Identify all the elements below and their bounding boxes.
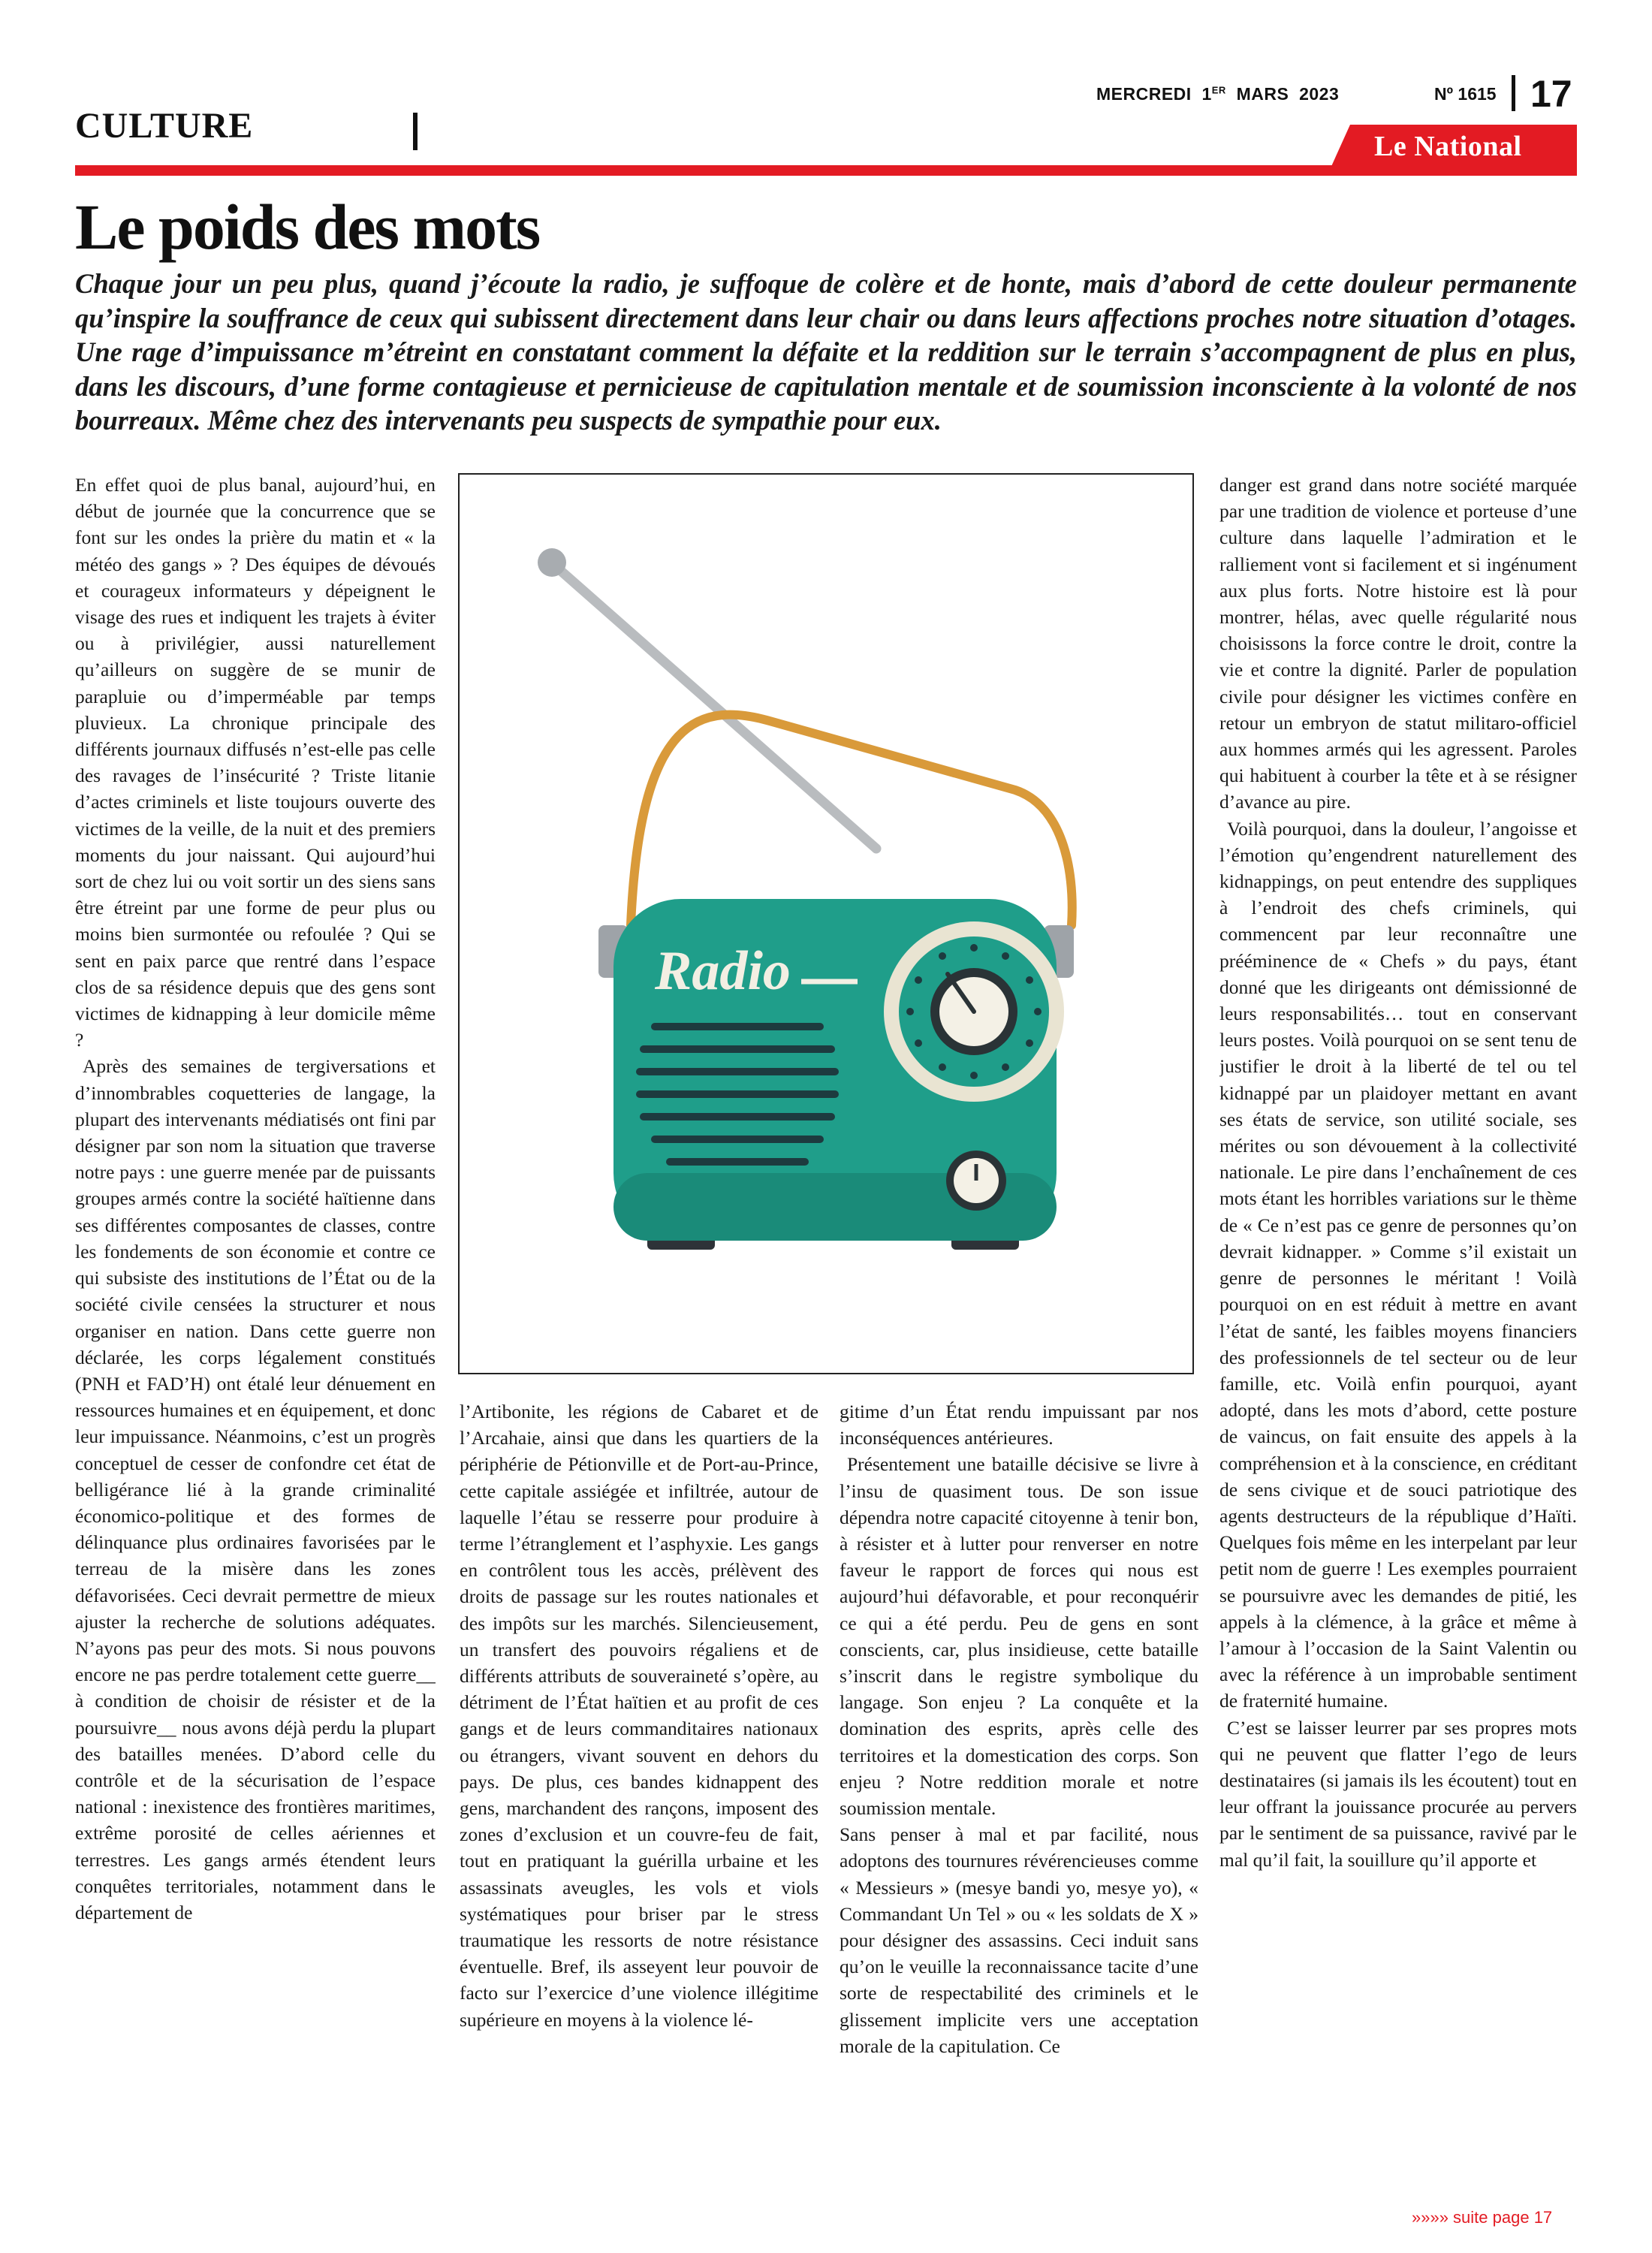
antenna-tip — [538, 548, 566, 577]
radio-illustration — [460, 475, 1192, 1373]
date-weekday: MERCREDI — [1096, 84, 1192, 104]
carry-handle — [631, 715, 1072, 925]
continued-link[interactable]: »»»» suite page 17 — [1412, 2208, 1553, 2227]
section-divider — [413, 113, 418, 150]
date-month-year: MARS 2023 — [1236, 84, 1340, 104]
paragraph: C’est se laisser leurrer par ses propres mots qui ne peuvent que flatter l’ego de leurs destinataires (si jamais ils les écoutent) tout en leur offrant la jouissance procurée au pervers par le sentiment de sa puissance, ravivé par le mal qu’il fait, la souillure qu’il apporte et — [1219, 1716, 1577, 1871]
article-title: Le poids des mots — [75, 191, 540, 263]
paragraph: gitime d’un État rendu impuissant par nos inconséquences antérieures. — [840, 1401, 1198, 1449]
issue-date — [1096, 84, 1339, 104]
body-column-2 — [460, 1398, 818, 2206]
section-label: CULTURE — [75, 106, 254, 146]
header-divider — [1512, 75, 1515, 111]
illustration-frame — [458, 473, 1194, 1374]
paragraph: Sans penser à mal et par facilité, nous adoptons des tournures révérencieuses comme « Messieurs » (mesye bandi yo, mesye yo), « Commandant Un Tel » ou « les soldats de X » pour désigner des assassins. Ceci induit sans qu’on le veuille la reconnaissance tacite d’une sorte de respectabilité des criminels et le glissement implicite vers une acceptation morale de la capitulation. Ce — [840, 1823, 1198, 2057]
article-lead: Chaque jour un peu plus, quand j’écoute la radio, je suffoque de colère et de honte, mais d’abord de cette douleur permanente qu’inspire la souffrance de ceux qui subissent directement dans leur chair ou dans leurs affections proches notre situation d’otages. Une rage d’impuissance m’étreint en constatant comment la défaite et la reddition sur le terrain s’accompagnent de plus en plus, dans les discours, d’une forme contagieuse et pernicieuse de capitulation mentale et de soumission inconsciente à la volonté de nos bourreaux. Même chez des intervenants peu suspects de sympathie pour eux. — [75, 268, 1577, 436]
radio-label: Radio — [655, 940, 791, 1002]
body-column-3 — [840, 1398, 1198, 2206]
issue-number: Nº 1615 — [1434, 84, 1497, 104]
body-column-1 — [75, 472, 436, 2206]
date-day: 1 — [1201, 84, 1212, 104]
paragraph: l’Artibonite, les régions de Cabaret et de l’Arcahaie, ainsi que dans les quartiers de la périphérie de Pétionville et de Port-au-Prince, cette capitale assiégée et infiltrée, autour de laquelle l’étau se resserre pour produire à terme l’étranglement et l’asphyxie. Les gangs en contrôlent tous les accès, prélèvent des droits de passage sur les routes nationales et des impôts sur les marchés. Silencieusement, un transfert des pouvoirs régaliens et de différents attributs de souveraineté s’opère, au détriment de l’État haïtien et au profit de ces gangs et de leurs commanditaires nationaux ou étrangers, vivant souvent en dehors du pays. De plus, ces bandes kidnappent des gens, marchandent des rançons, imposent des zones d’exclusion et un couvre-feu de fait, tout en pratiquant la guérilla urbaine et les assassinats aveugles, les vols et viols systématiques pour briser par le stress traumatique les ressorts de notre résistance éventuelle. Bref, ils asseyent leur pouvoir de facto sur l’exercice d’une violence illégitime supérieure en moyens à la violence lé- — [460, 1401, 818, 2031]
paragraph: En effet quoi de plus banal, aujourd’hui, en début de journée que la concurrence que se font sur les ondes la prière du matin et « la météo des gangs » ? Des équipes de dévoués et courageux informateurs y dépeignent le visage des rues et indiquent les trajets à éviter ou à privilégier, aussi naturellement qu’ailleurs on suggère de se munir de parapluie ou d’imperméable par temps pluvieux. La chronique principale des différents journaux diffusés n’est-elle pas celle des ravages de l’insécurité ? Triste litanie d’actes criminels et liste toujours ouverte des victimes de la veille, de la nuit et des premiers moments du jour naissant. Qui aujourd’hui sort de chez lui ou voit sortir un des siens sans être étreint par une forme de peur plus ou moins bien surmontée ou refoulée ? Qui se sent en paix parce que rentré dans l’espace clos de sa résidence depuis que des gens sont victimes de kidnapping à leur domicile même ? — [75, 474, 436, 1051]
antenna — [550, 561, 876, 849]
paragraph: Présentement une bataille décisive se livre à l’insu de quasiment tous. De son issue dépendra notre capacité citoyenne à tenir bon, à résister et à lutter pour renverser en notre faveur le rapport de forces qui nous est aujourd’hui défavorable, et pour reconquérir ce qui a été perdu. Peu de gens en sont conscients, car, plus insidieuse, cette bataille s’inscrit dans le registre symbolique du langage. Son enjeu ? La conquête et la domination des esprits, après celle des territoires et la domestication des corps. Son enjeu ? Notre reddition morale et notre soumission mentale. — [840, 1453, 1198, 1820]
paragraph: Après des semaines de tergiversations et d’innombrables coquetteries de langage, la plupart des intervenants médiatisés ont fini par désigner par son nom la situation que traverse notre pays : une guerre menée par de puissants groupes armés contre la société haïtienne dans ses différentes composantes de classes, contre les fondements de son économie et contre ce qui subsiste des institutions de l’État ou de la société civile censées la structurer et nous organiser en nation. Dans cette guerre non déclarée, les corps légalement constitués (PNH et FAD’H) ont étalé leur dénuement en ressources humaines et en équipement, et donc leur impuissance. Néanmoins, c’est un progrès conceptuel de cesser de confondre cet état de belligérance lié à la grande criminalité économico-politique et des formes de délinquance plus ordinaires favorisées par le terreau de la misère dans les zones défavorisées. Ceci devrait permettre de mieux ajuster la recherche de solutions adéquates. N’ayons pas peur des mots. Si nous pouvons encore ne pas perdre totalement cette guerre__ à condition de choisir de résister et de la poursuivre__ nous avons déjà perdu la plupart des batailles menées. D’abord celle du contrôle et de la sécurisation de l’espace national : inexistence des frontières maritimes, extrême porosité de celles aériennes et terrestres. Les gangs armés étendent leurs conquêtes territoriales, notamment dans le département de — [75, 1055, 436, 1923]
paragraph: danger est grand dans notre société marquée par une tradition de violence et porteuse d’une culture dans laquelle l’admiration et le ralliement vont si facilement et si ingénument aux plus forts. Notre histoire est là pour montrer, hélas, avec quelle régularité nous choisissons la force contre le droit, contre la vie et contre la dignité. Parler de population civile pour désigner les victimes confère en retour un embryon de statut militaro-officiel aux hommes armés qui les agressent. Paroles qui habituent à courber la tête et à se résigner d’avance au pire. — [1219, 474, 1577, 813]
newspaper-name: Le National — [1374, 131, 1522, 162]
page-number: 17 — [1530, 73, 1572, 115]
body-column-4 — [1219, 472, 1577, 2206]
paragraph: Voilà pourquoi, dans la douleur, l’angoisse et l’émotion qu’engendrent naturellement des kidnappings, on peut entendre des suppliques à l’endroit des chefs criminels, qui commencent par leur reconnaître une prééminence de « Chefs » du pays, étant donné que les dirigeants ont démissionné de leurs responsabilités… tout en conservant leurs postes. Voilà pourquoi on se sent tenu de justifier le droit à la liberté de tel ou tel kidnappé par un plaidoyer mettant en avant ses états de service, son utilité sociale, ses mérites ou son dévouement à la collectivité nationale. Le pire dans l’enchaînement de ces mots étant les horribles variations sur le thème de « Ce n’est pas ce genre de personnes qu’on devrait kidnapper. » Comme s’il existait un genre de personnes le méritant ! Voilà pourquoi on en est réduit à mettre en avant l’état de santé, les faibles moyens financiers des professionnels de tel secteur ou de leur famille, etc. Voilà enfin pourquoi, ayant adopté, dans les mots d’abord, cette posture de vaincus, on fait ensuite des appels à la compréhension et à la conscience, en créditant de sens civique et de souci patriotique des agents destructeurs de la république d’Haïti. Quelques fois même en les interpelant par leur petit nom de guerre ! Les exemples pourraient se poursuivre avec les demandes de pitié, les appels à la clémence, à la grâce et même à l’amour à l’occasion de la Saint Valentin ou avec la référence à un improbable sentiment de fraternité humaine. — [1219, 817, 1577, 1712]
date-day-suffix: ER — [1211, 84, 1226, 96]
